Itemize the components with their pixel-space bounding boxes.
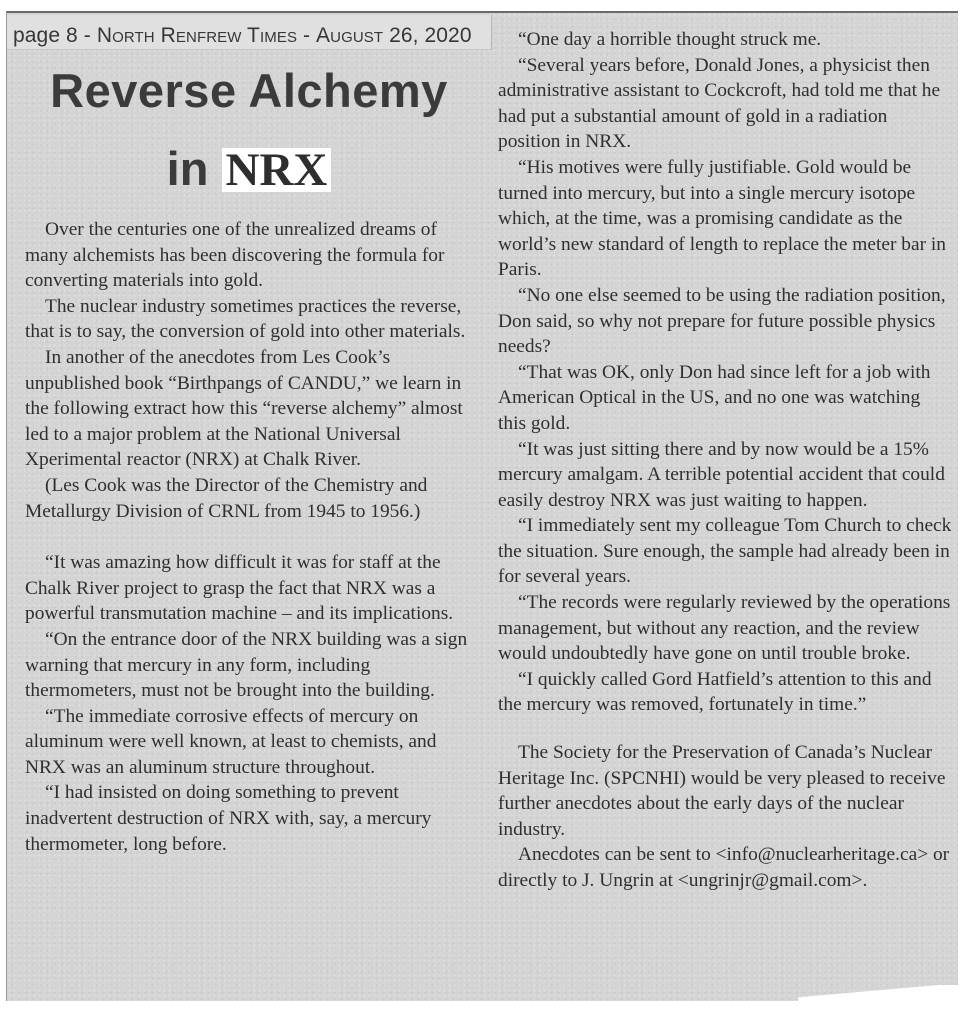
folio-box (7, 15, 492, 50)
paragraph: “I had insisted on doing something to prevent inadvertent destruction of NRX with, say, a mercury thermometer, long before. (25, 782, 432, 855)
folio-separator: - (77, 24, 97, 47)
folio-page: page 8 (13, 24, 78, 47)
paragraph: Over the centuries one of the unrealized dreams of many alchemists has been discovering the formula for converting materials into gold. (25, 219, 445, 292)
headline-line-2 (7, 141, 491, 197)
folio-separator: - (297, 24, 317, 47)
headline-highlight: NRX (222, 148, 332, 192)
paragraph: “It was amazing how difficult it was for staff at the Chalk River project to grasp the fact that NRX was a powerful transmutation machine – and its implications. (25, 552, 454, 625)
footer-paragraph: The Society for the Preservation of Canada’s Nuclear Heritage Inc. (SPCNHI) would be very pleased to receive further anecdotes about the early days of the nuclear industry. (498, 742, 946, 840)
section-gap (498, 718, 953, 740)
section-gap (25, 524, 481, 550)
folio-publication: North Renfrew Times (96, 24, 298, 47)
article-column-2 (498, 27, 953, 894)
article-column-1 (25, 217, 481, 857)
paragraph: “It was just sitting there and by now would be a 15% mercury amalgam. A terrible potential accident that could easily destroy NRX was just waiting to happen. (498, 438, 945, 511)
headline-line-1: Reverse Alchemy (50, 64, 448, 117)
folio-date: August 26, 2020 (316, 24, 472, 47)
paragraph: “His motives were fully justifiable. Gold would be turned into mercury, but into a single mercury isotope which, at the time, was a promising candidate as the world’s new standard of length to replace the meter bar in Paris. (498, 156, 946, 281)
newspaper-clipping (6, 11, 958, 1001)
paragraph: “The immediate corrosive effects of mercury on aluminum were well known, at least to chemists, and NRX was an aluminum structure throughout. (25, 705, 437, 778)
page-folio (13, 24, 491, 48)
paragraph: “Several years before, Donald Jones, a physicist then administrative assistant to Cockcroft, had told me that he had put a substantial amount of gold in a radiation position in NRX. (498, 54, 941, 153)
paragraph: “The records were regularly reviewed by the operations management, but without any reaction, and the review would undoubtedly have gone on until trouble broke. (498, 592, 951, 665)
footer-contact: Anecdotes can be sent to <info@nuclearheritage.ca> or directly to J. Ungrin at <ungrinjr@gmail.com>. (498, 844, 950, 891)
paragraph: “That was OK, only Don had since left for a job with American Optical in the US, and no one was watching this gold. (498, 361, 931, 434)
paragraph: “No one else seemed to be using the radiation position, Don said, so why not prepare for future possible physics needs? (498, 284, 946, 358)
paragraph: In another of the anecdotes from Les Cook’s unpublished book “Birthpangs of CANDU,” we learn in the following extract how this “reverse alchemy” almost led to a major problem at the National Universal Xperimental reactor (NRX) at Chalk River. (25, 346, 463, 471)
paragraph: “I immediately sent my colleague Tom Church to check the situation. Sure enough, the sample had already been in for several years. (498, 515, 952, 588)
paragraph: (Les Cook was the Director of the Chemistry and Metallurgy Division of CRNL from 1945 to 1956.) (25, 474, 428, 522)
paragraph: The nuclear industry sometimes practices the reverse, that is to say, the conversion of gold into other materials. (25, 295, 466, 343)
paragraph: “I quickly called Gord Hatfield’s attention to this and the mercury was removed, fortunately in time.” (498, 668, 932, 716)
paragraph: “One day a horrible thought struck me. (518, 29, 822, 50)
article-headline (7, 63, 491, 197)
paragraph: “On the entrance door of the NRX building was a sign warning that mercury in any form, including thermometers, must not be brought into the building. (25, 628, 468, 702)
headline-prefix: in (166, 142, 209, 195)
